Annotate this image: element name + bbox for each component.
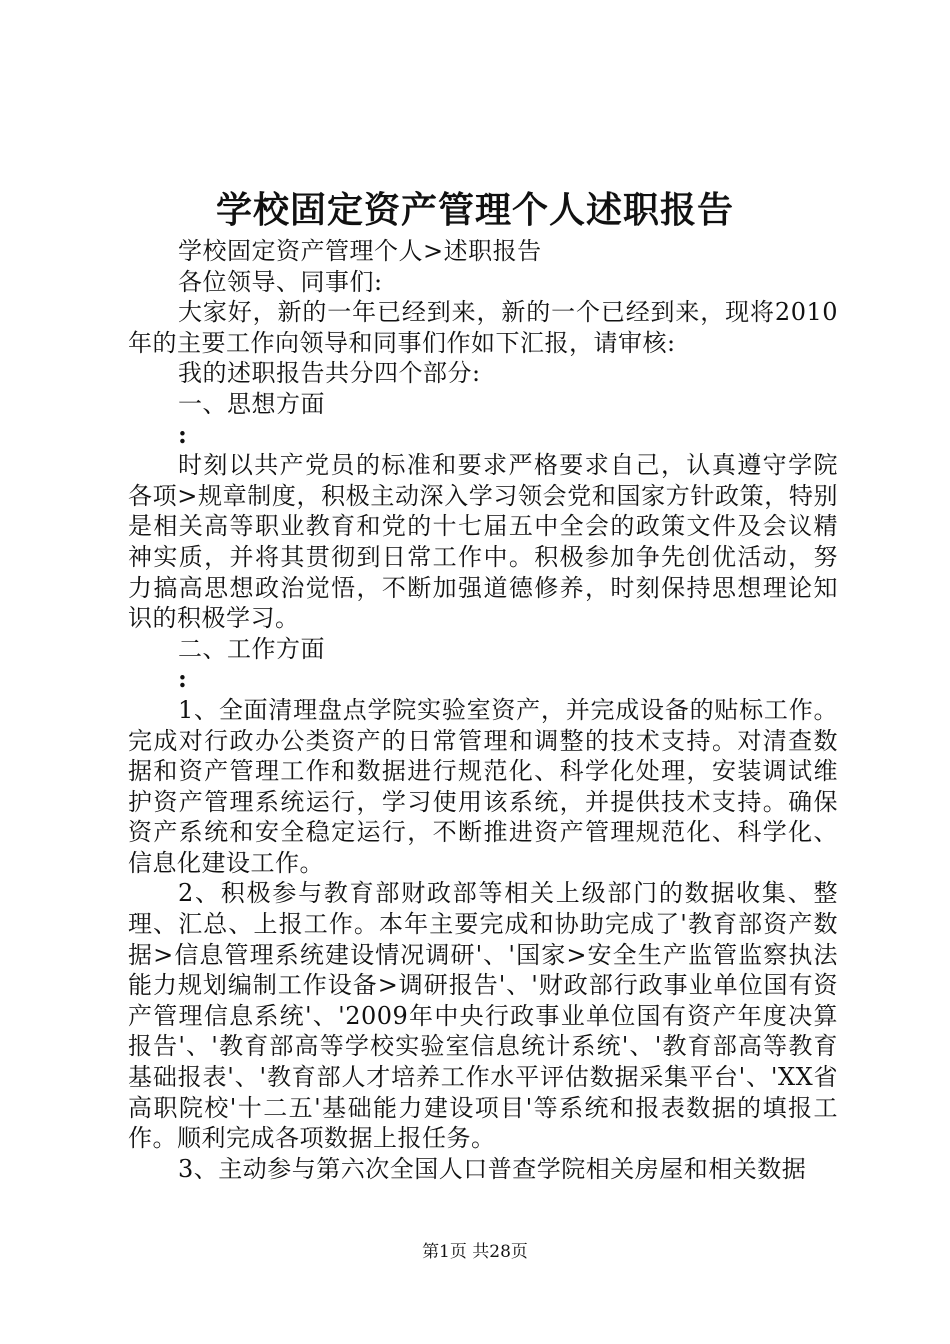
paragraph-thought: 时刻以共产党员的标准和要求严格要求自己，认真遵守学院各项>规章制度，积极主动深入学习领会党和国家方针政策，特别是相关高等职业教育和党的十七届五中全会的政策文件及会议精神实质，并将其贯彻到日常工作中。积极参加争先创优活动，努力搞高思想政治觉悟，不断加强道德修养，时刻保持思想理论知识的积极学习。: [128, 451, 838, 633]
section-colon: :: [178, 664, 188, 694]
section-heading-work: 二、工作方面: [178, 634, 325, 663]
section-colon: :: [178, 419, 188, 449]
paragraph-outline: 我的述职报告共分四个部分:: [178, 359, 481, 388]
document-title: 学校固定资产管理个人述职报告: [215, 189, 734, 231]
paragraph-work-1: 1、全面清理盘点学院实验室资产，并完成设备的贴标工作。完成对行政办公类资产的日常管理和调整的技术支持。对清查数据和资产管理工作和数据进行规范化、科学化处理，安装调试维护资产管理系统运行，学习使用该系统，并提供技术支持。确保资产系统和安全稳定运行，不断推进资产管理规范化、科学化、信息化建设工作。: [128, 695, 838, 877]
paragraph-subtitle: 学校固定资产管理个人>述职报告: [178, 237, 542, 265]
paragraph-salutation: 各位领导、同事们:: [178, 267, 383, 296]
section-heading-thought: 一、思想方面: [178, 389, 325, 418]
paragraph-work-3: 3、主动参与第六次全国人口普查学院相关房屋和相关数据: [178, 1154, 807, 1183]
page-footer: 第1页 共28页: [422, 1242, 528, 1262]
paragraph-work-2: 2、积极参与教育部财政部等相关上级部门的数据收集、整理、汇总、上报工作。本年主要完成和协助完成了'教育部资产数据>信息管理系统建设情况调研'、'国家>安全生产监管监察执法能力规划编制工作设备>调研报告'、'财政部行政事业单位国有资产管理信息系统'、'2009年中央行政事业单位国有资产年度决算报告'、'教育部高等学校实验室信息统计系统'、'教育部高等教育基础报表'、'教育部人才培养工作水平评估数据采集平台'、'XX省高职院校'十二五'基础能力建设项目'等系统和报表数据的填报工作。顺利完成各项数据上报任务。: [128, 879, 838, 1153]
document-body: [128, 236, 838, 1184]
paragraph-greeting: 大家好，新的一年已经到来，新的一个已经到来，现将2010年的主要工作向领导和同事们作如下汇报，请审核:: [128, 298, 838, 357]
